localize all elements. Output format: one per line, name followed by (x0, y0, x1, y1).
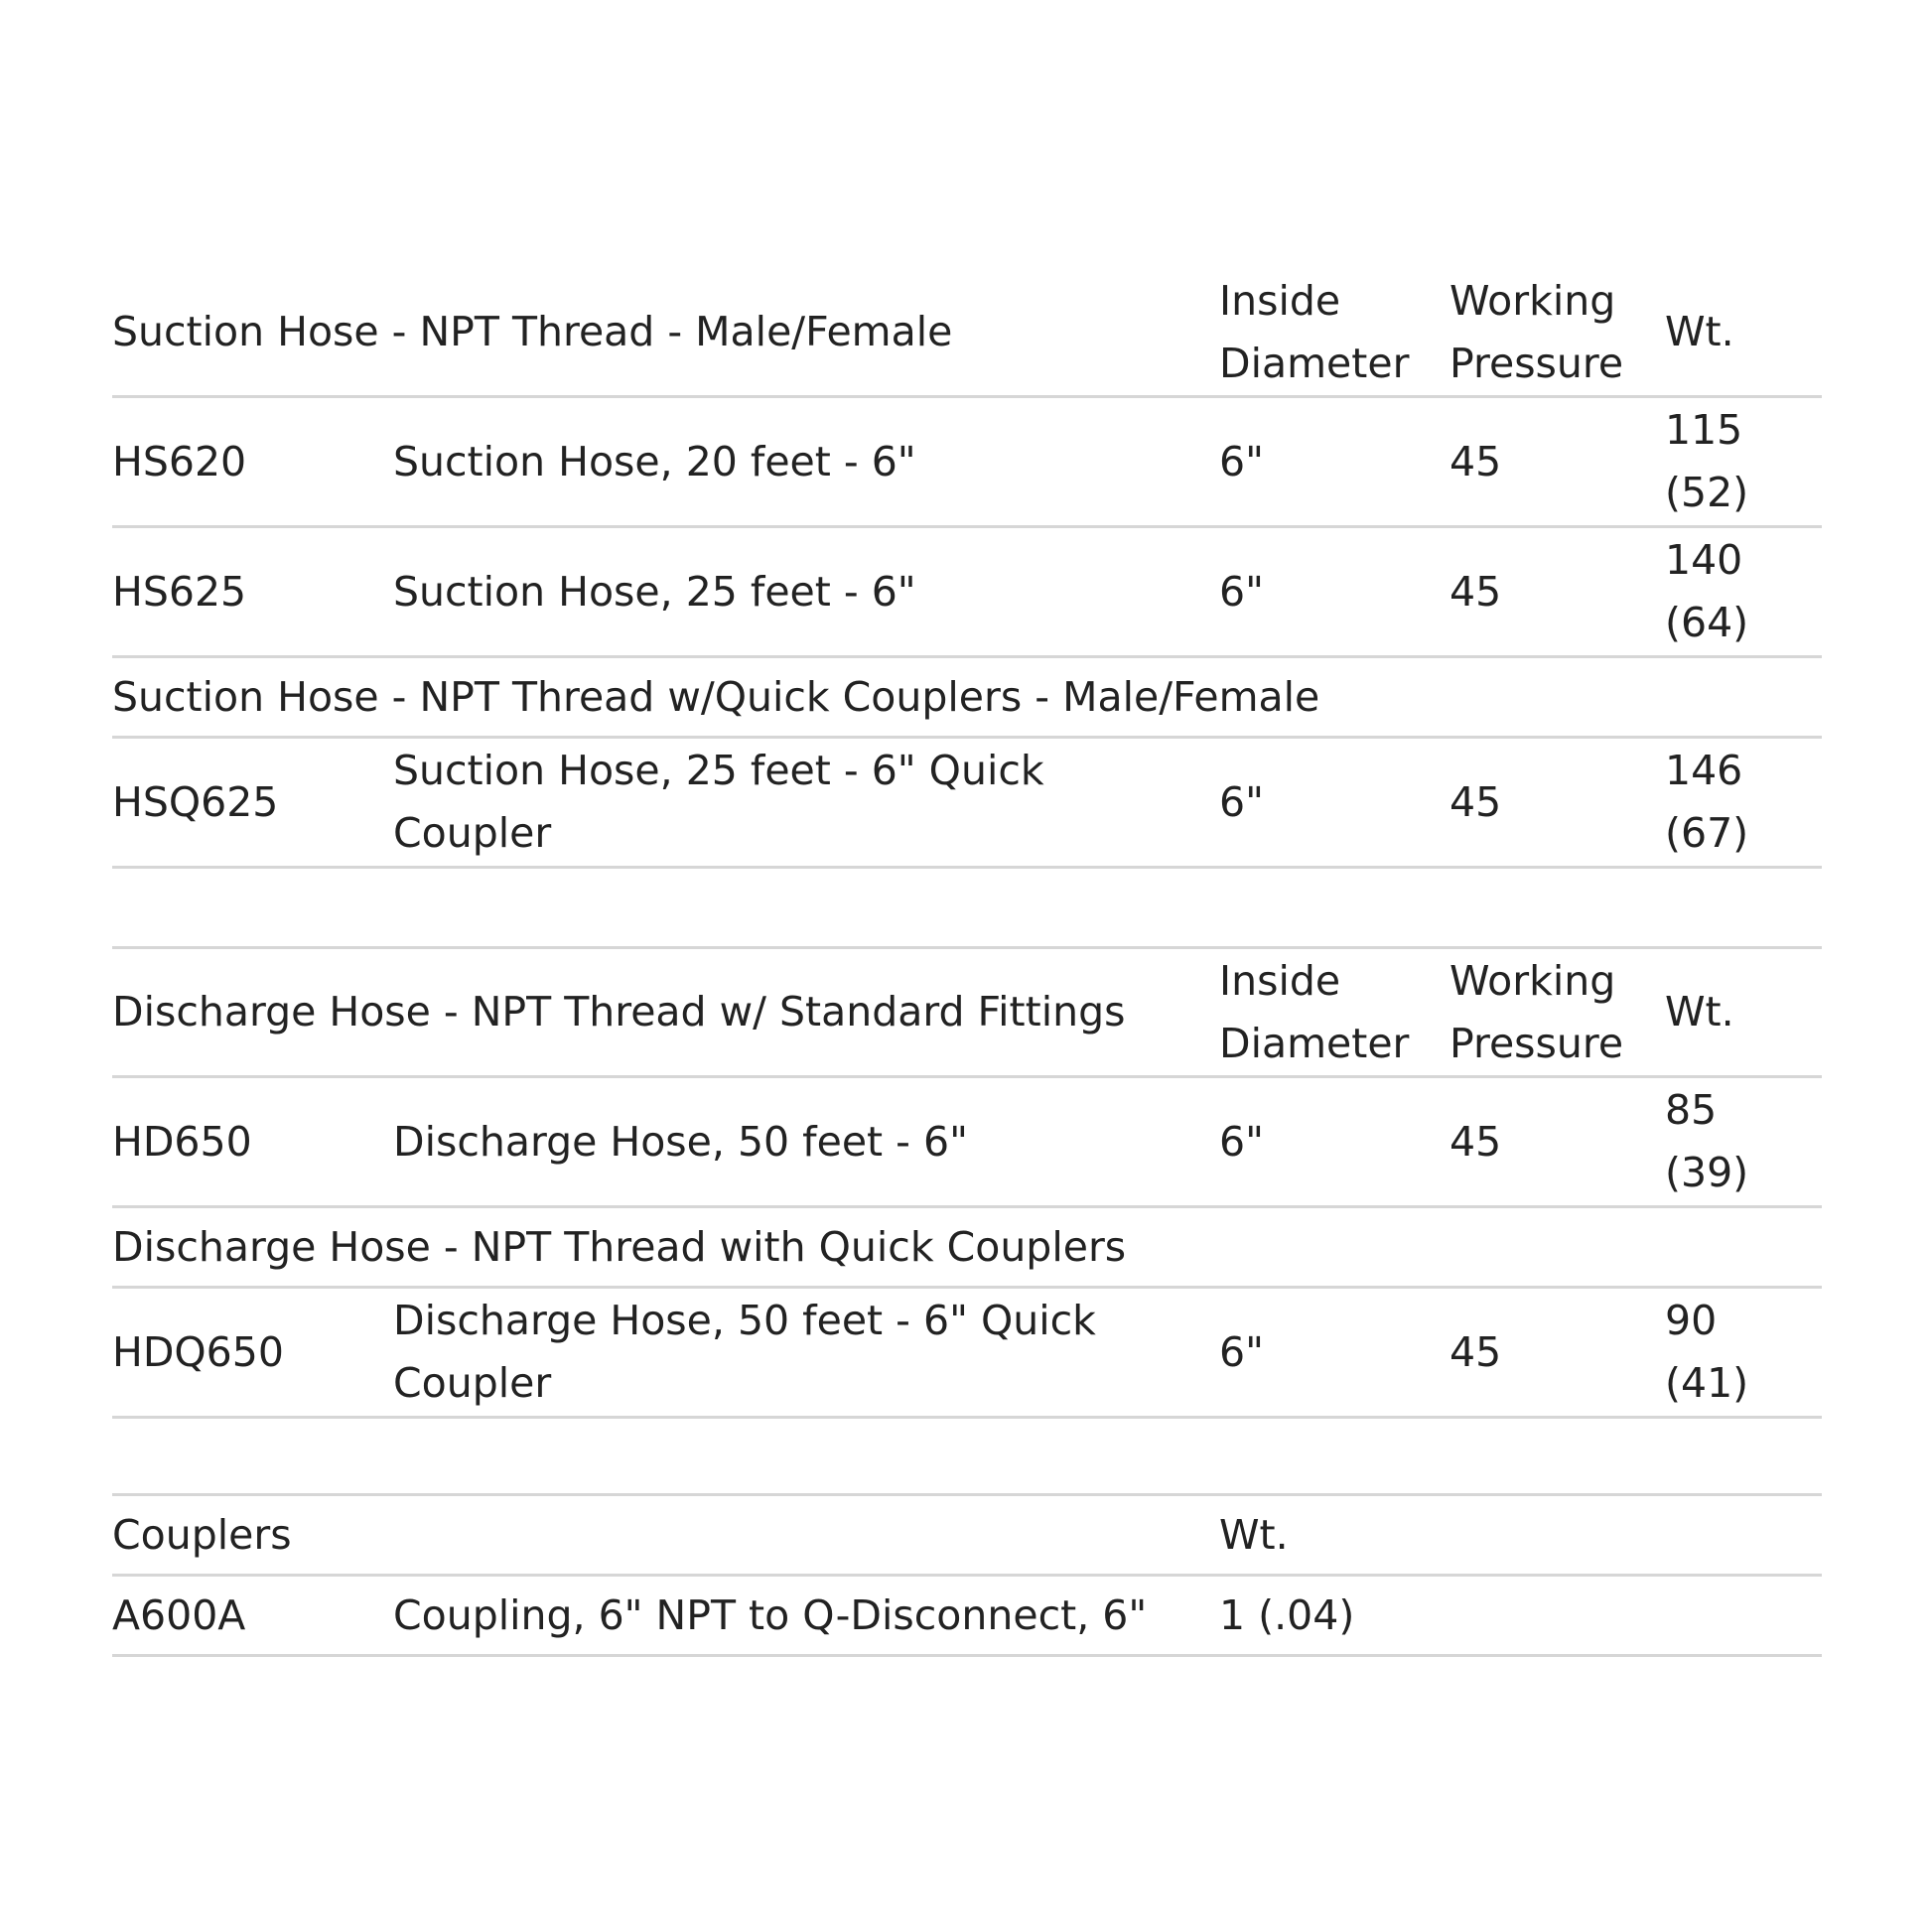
weight-kg: (52) (1665, 469, 1749, 516)
weight-lbs: 140 (1665, 536, 1743, 584)
discharge-quick-subheader: Discharge Hose - NPT Thread with Quick Couplers (112, 1207, 1822, 1288)
suction-quick-subheader-row (112, 657, 1822, 738)
working-pressure: 45 (1449, 527, 1665, 657)
inside-diameter: 6" (1219, 1077, 1449, 1207)
discharge-header-row (112, 948, 1822, 1077)
table-row (112, 1576, 1822, 1656)
working-pressure: 45 (1449, 1077, 1665, 1207)
discharge-hose-table (112, 946, 1822, 1419)
inside-diameter-header-line2: Diameter (1219, 1019, 1410, 1067)
inside-diameter-header (1219, 269, 1449, 397)
weight-header: Wt. (1219, 1495, 1822, 1576)
suction-section-title: Suction Hose - NPT Thread - Male/Female (112, 269, 1219, 397)
working-pressure-header (1449, 948, 1665, 1077)
suction-header-row (112, 269, 1822, 397)
inside-diameter-header (1219, 948, 1449, 1077)
model-number: HDQ650 (112, 1288, 393, 1418)
couplers-section-title: Couplers (112, 1495, 1219, 1576)
weight-header: Wt. (1665, 948, 1822, 1077)
working-pressure-header-line1: Working (1449, 276, 1616, 325)
model-number: HSQ625 (112, 738, 393, 868)
table-row (112, 738, 1822, 868)
working-pressure-header-line2: Pressure (1449, 1019, 1624, 1067)
weight (1665, 1077, 1822, 1207)
description: Suction Hose, 20 feet - 6" (393, 397, 1219, 527)
working-pressure: 45 (1449, 1288, 1665, 1418)
weight-lbs: 115 (1665, 406, 1743, 454)
couplers-header-row (112, 1495, 1822, 1576)
weight-lbs: 85 (1665, 1086, 1718, 1134)
suction-hose-table (112, 269, 1822, 869)
weight-kg: (39) (1665, 1149, 1749, 1196)
weight-kg: (67) (1665, 809, 1749, 857)
model-number: A600A (112, 1576, 393, 1656)
weight-header: Wt. (1665, 269, 1822, 397)
weight: 1 (.04) (1219, 1576, 1822, 1656)
description: Discharge Hose, 50 feet - 6" (393, 1077, 1219, 1207)
table-row (112, 397, 1822, 527)
table-row (112, 1288, 1822, 1418)
weight-kg: (41) (1665, 1359, 1749, 1407)
weight (1665, 738, 1822, 868)
couplers-table (112, 1493, 1822, 1657)
inside-diameter: 6" (1219, 527, 1449, 657)
working-pressure: 45 (1449, 738, 1665, 868)
inside-diameter-header-line2: Diameter (1219, 339, 1410, 387)
working-pressure-header-line2: Pressure (1449, 339, 1624, 387)
inside-diameter-header-line1: Inside (1219, 956, 1341, 1005)
weight (1665, 1288, 1822, 1418)
inside-diameter-header-line1: Inside (1219, 276, 1341, 325)
model-number: HS625 (112, 527, 393, 657)
table-row (112, 1077, 1822, 1207)
discharge-quick-subheader-row (112, 1207, 1822, 1288)
description: Suction Hose, 25 feet - 6" Quick Coupler (393, 738, 1219, 868)
table-row (112, 527, 1822, 657)
weight-lbs: 146 (1665, 747, 1743, 794)
weight-kg: (64) (1665, 599, 1749, 646)
model-number: HD650 (112, 1077, 393, 1207)
model-number: HS620 (112, 397, 393, 527)
inside-diameter: 6" (1219, 738, 1449, 868)
weight-lbs: 90 (1665, 1297, 1718, 1344)
weight (1665, 397, 1822, 527)
working-pressure: 45 (1449, 397, 1665, 527)
inside-diameter: 6" (1219, 1288, 1449, 1418)
description: Discharge Hose, 50 feet - 6" Quick Coupler (393, 1288, 1219, 1418)
working-pressure-header-line1: Working (1449, 956, 1616, 1005)
description: Coupling, 6" NPT to Q-Disconnect, 6" (393, 1576, 1219, 1656)
suction-quick-subheader: Suction Hose - NPT Thread w/Quick Couplers - Male/Female (112, 657, 1822, 738)
description: Suction Hose, 25 feet - 6" (393, 527, 1219, 657)
working-pressure-header (1449, 269, 1665, 397)
weight (1665, 527, 1822, 657)
discharge-section-title: Discharge Hose - NPT Thread w/ Standard Fittings (112, 948, 1219, 1077)
inside-diameter: 6" (1219, 397, 1449, 527)
